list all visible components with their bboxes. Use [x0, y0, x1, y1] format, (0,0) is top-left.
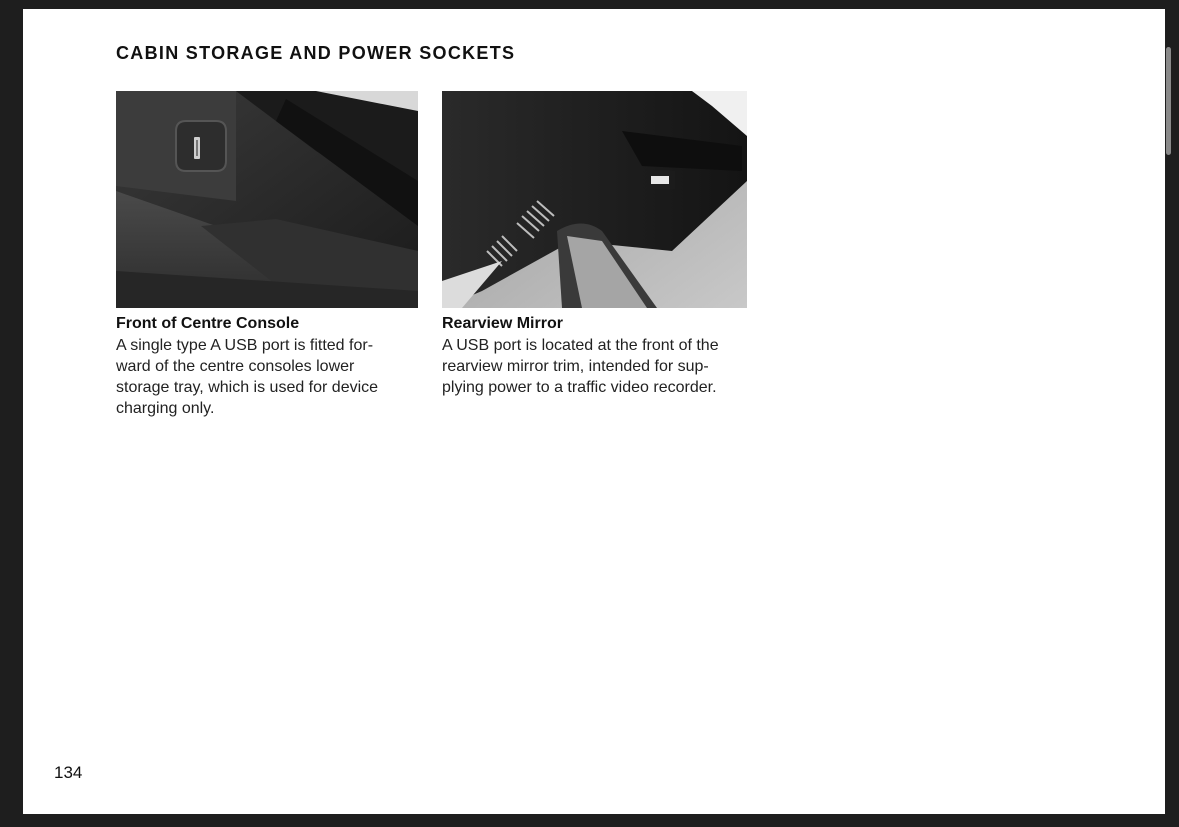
scrollbar-thumb[interactable] — [1166, 47, 1171, 155]
figure-description: A single type A USB port is fitted for- ward of the centre consoles lower storage tray, which is used for device charging only. — [116, 337, 379, 417]
section-title: CABIN STORAGE AND POWER SOCKETS — [116, 43, 516, 63]
figure-centre-console — [116, 91, 418, 419]
centre-console-usb-photo — [116, 91, 418, 308]
vertical-scrollbar[interactable] — [1165, 0, 1179, 827]
figure-title: Rearview Mirror — [442, 315, 563, 332]
figure-description: A USB port is located at the front of the rearview mirror trim, intended for sup- plying power to a traffic video recorder. — [442, 337, 719, 396]
figure-title: Front of Centre Console — [116, 315, 300, 332]
figure-rearview-mirror — [442, 91, 747, 398]
page-number: 134 — [54, 763, 83, 782]
rearview-mirror-usb-photo — [442, 91, 747, 308]
manual-page — [23, 9, 1165, 814]
